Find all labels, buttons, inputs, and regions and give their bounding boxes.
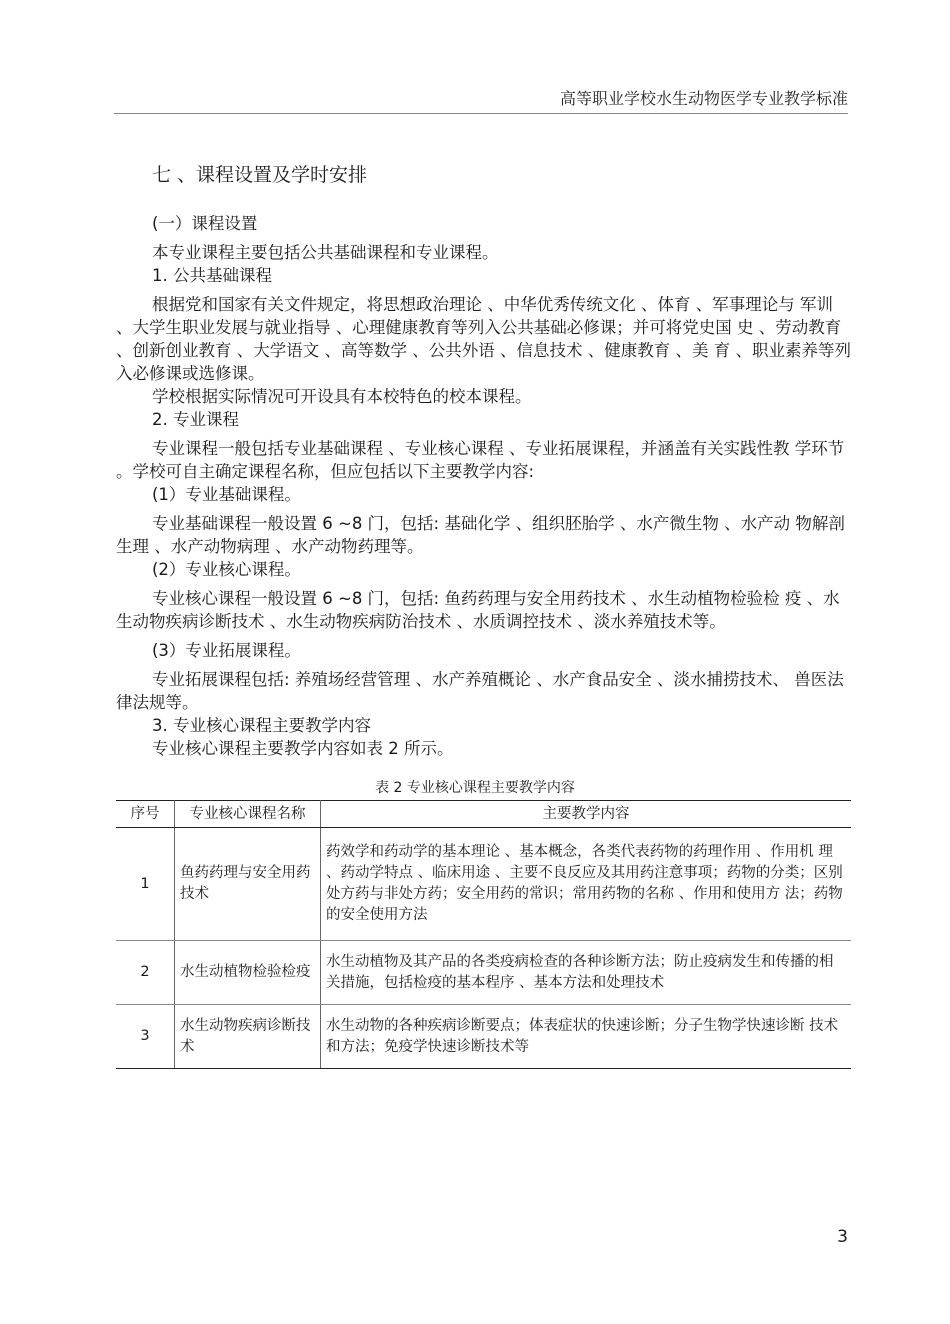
subsection-title: (一）课程设置	[152, 214, 258, 233]
paragraph-major-courses: 专业课程一般包括专业基础课程 、专业核心课程 、专业拓展课程，并涵盖有关实践性教 学环节 。学校可自主确定课程名称，但应包括以下主要教学内容:	[116, 439, 845, 481]
heading-public-courses: 1. 公共基础课程	[152, 266, 272, 285]
row-number: 3	[116, 1005, 175, 1069]
running-header: 高等职业学校水生动物医学专业教学标准	[559, 89, 848, 108]
course-name: 鱼药药理与安全用药技术	[175, 828, 321, 941]
table-header-row	[116, 801, 851, 828]
table-caption: 表 2 专业核心课程主要教学内容	[375, 780, 575, 796]
course-content: 药效学和药动学的基本理论 、基本概念，各类代表药物的药理作用 、作用机 理 、药动学特点 、临床用途 、主要不良反应及其用药注意事项；药物的分类；区别处方药与非处方药；安全用药的常识；常用药物的名称 、作用和使用方 法；药物的安全使用方法	[321, 828, 852, 941]
header-rule	[114, 113, 848, 114]
table-row	[116, 941, 851, 1005]
page-number: 3	[837, 1227, 848, 1247]
paragraph-school-courses: 学校根据实际情况可开设具有本校特色的校本课程。	[152, 387, 532, 406]
course-content: 水生动物的各种疾病诊断要点；体表症状的快速诊断；分子生物学快速诊断 技术和方法；免疫学快速诊断技术等	[321, 1005, 852, 1069]
row-number: 2	[116, 941, 175, 1005]
paragraph-intro: 本专业课程主要包括公共基础课程和专业课程。	[152, 243, 499, 262]
paragraph-public-courses: 根据党和国家有关文件规定，将思想政治理论 、中华优秀传统文化 、体育 、军事理论与 军训 、大学生职业发展与就业指导 、心理健康教育等列入公共基础必修课；并可将党史国 史 、劳动教育 、创新创业教育 、大学语文 、高等数学 、公共外语 、信息技术 、健康教育 、美 育 、职业素养等列入必修课或选修课。	[116, 295, 851, 383]
body-text	[116, 241, 852, 760]
heading-extension-courses: (3）专业拓展课程。	[152, 641, 301, 660]
table-row	[116, 1005, 851, 1069]
heading-core-courses: (2）专业核心课程。	[152, 560, 301, 579]
heading-basic-courses: (1）专业基础课程。	[152, 485, 301, 504]
paragraph-core-courses: 专业核心课程一般设置 6 ~8 门，包括: 鱼药药理与安全用药技术 、水生动植物检验检 疫 、水生动物疾病诊断技术 、水生动物疾病防治技术 、水质调控技术 、淡水养殖技术等。	[116, 589, 840, 631]
row-number: 1	[116, 828, 175, 941]
section-title: 七 、课程设置及学时安排	[152, 164, 368, 186]
core-courses-table	[116, 800, 851, 1069]
column-header-no: 序号	[116, 801, 175, 828]
heading-major-courses: 2. 专业课程	[152, 410, 239, 429]
heading-core-content: 3. 专业核心课程主要教学内容	[152, 716, 371, 735]
paragraph-basic-courses: 专业基础课程一般设置 6 ~8 门，包括: 基础化学 、组织胚胎学 、水产微生物 、水产动 物解剖生理 、水产动物病理 、水产动物药理等。	[116, 514, 845, 556]
paragraph-core-content: 专业核心课程主要教学内容如表 2 所示。	[152, 739, 454, 758]
course-name: 水生动物疾病诊断技术	[175, 1005, 321, 1069]
course-name: 水生动植物检验检疫	[175, 941, 321, 1005]
table-row	[116, 828, 851, 941]
column-header-name: 专业核心课程名称	[175, 801, 321, 828]
column-header-content: 主要教学内容	[321, 801, 852, 828]
paragraph-extension-courses: 专业拓展课程包括: 养殖场经营管理 、水产养殖概论 、水产食品安全 、淡水捕捞技术、 兽医法律法规等。	[116, 670, 844, 712]
course-content: 水生动植物及其产品的各类疫病检查的各种诊断方法；防止疫病发生和传播的相关措施，包括检疫的基本程序 、基本方法和处理技术	[321, 941, 852, 1005]
